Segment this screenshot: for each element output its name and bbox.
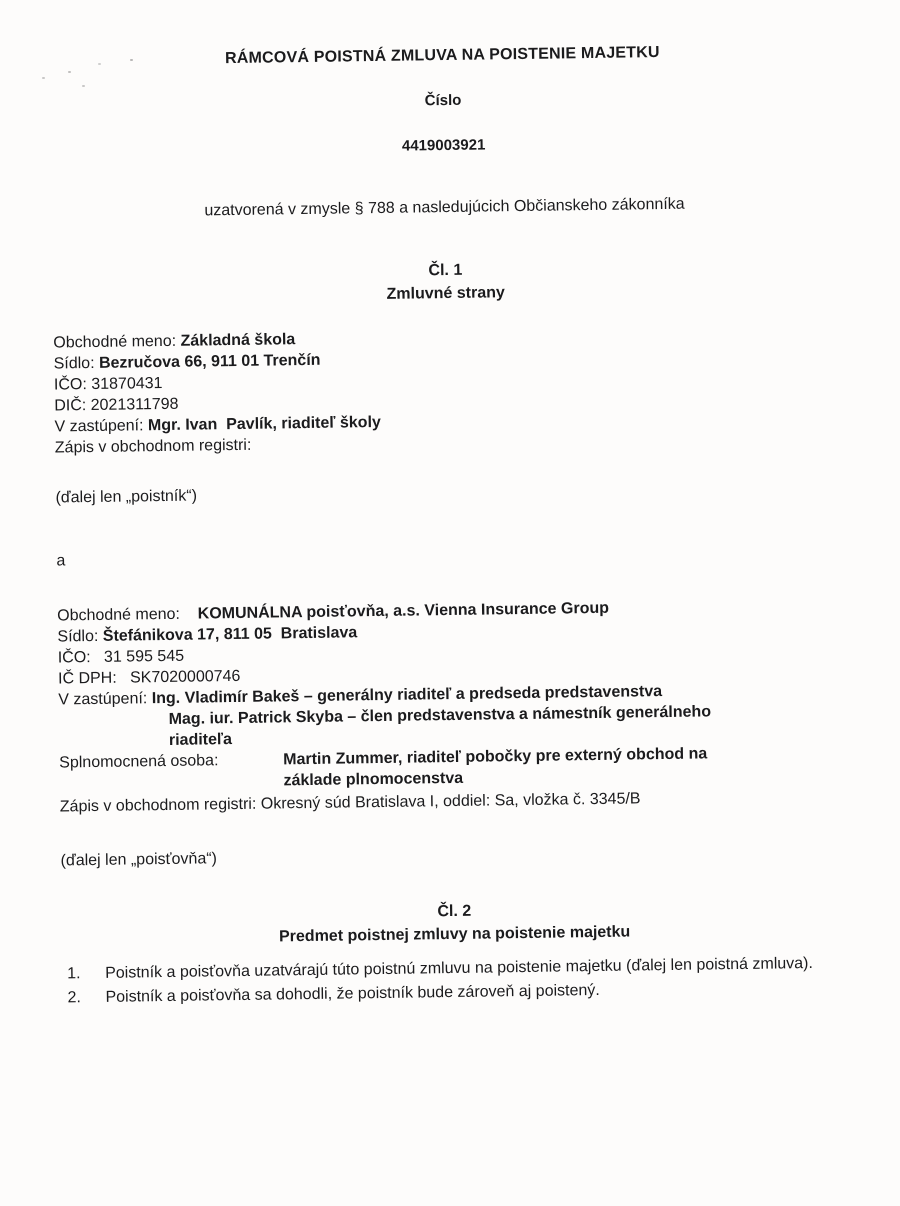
policyholder-seat-line: Sídlo: Bezručova 66, 911 01 Trenčín — [53, 351, 321, 373]
article-1-title: Zmluvné strany — [386, 284, 505, 303]
list-item: 2. Poistník a poisťovňa sa dohodli, že poistník bude zároveň aj poistený. — [67, 981, 600, 1007]
policyholder-register: Zápis v obchodnom registri: — [54, 436, 252, 457]
article-1-number: Čl. 1 — [428, 261, 463, 280]
article-2-title: Predmet poistnej zmluvy na poistenie majetku — [278, 923, 631, 946]
policyholder-name-line: Obchodné meno: Základná škola — [53, 331, 296, 352]
legal-basis: uzatvorená v zmysle § 788 a nasledujúcich Občianskeho zákonníka — [204, 195, 685, 220]
insurer-representative-2: Mag. iur. Patrick Skyba – člen predstavenstva a námestník generálneho — [168, 703, 712, 728]
policyholder-ico: IČO: 31870431 — [53, 374, 163, 394]
insurer-proxy: Martin Zummer, riaditeľ pobočky pre externý obchod na — [283, 745, 708, 769]
article-2-list — [67, 952, 848, 1011]
insurer-register: Zápis v obchodnom registri: Okresný súd Bratislava I, oddiel: Sa, vložka č. 3345/B — [59, 790, 641, 816]
insurer-proxy-line: Splnomocnená osoba: Martin Zummer, riaditeľ pobočky pre externý obchod na — [59, 745, 708, 772]
insurer-proxy-cont: základe plnomocenstva — [283, 769, 464, 790]
policyholder-rep-line: V zastúpení: Mgr. Ivan Pavlík, riaditeľ školy — [54, 413, 381, 436]
insurer-representative-2-cont: riaditeľa — [168, 731, 233, 749]
insurer-seat-line: Sídlo: Štefánikova 17, 811 05 Bratislava — [57, 624, 358, 646]
insurer-representative-1: Ing. Vladimír Bakeš – generálny riaditeľ a predseda predstavenstva — [151, 683, 663, 708]
policyholder-representative: Mgr. Ivan Pavlík, riaditeľ školy — [147, 413, 381, 435]
number-label: Číslo — [424, 91, 462, 110]
policyholder-block — [53, 328, 381, 459]
policyholder-name: Základná škola — [180, 331, 296, 350]
article-2-number: Čl. 2 — [437, 902, 472, 921]
insurer-seat: Štefánikova 17, 811 05 Bratislava — [102, 624, 358, 645]
list-item: 1. Poistník a poisťovňa uzatvárajú túto poistnú zmluvu na poistenie majetku (ďalej len poistná zmluva). — [67, 954, 813, 983]
policyholder-hereinafter: (ďalej len „poistník“) — [55, 487, 198, 507]
conjunction: a — [56, 552, 66, 570]
insurer-hereinafter: (ďalej len „poisťovňa“) — [60, 850, 218, 870]
policyholder-seat: Bezručova 66, 911 01 Trenčín — [98, 351, 321, 372]
contract-title: RÁMCOVÁ POISTNÁ ZMLUVA NA POISTENIE MAJETKU — [224, 44, 660, 68]
policyholder-dic: DIČ: 2021311798 — [54, 395, 179, 415]
insurer-icdph: IČ DPH: SK7020000746 — [57, 667, 241, 688]
insurer-name-line: Obchodné meno: KOMUNÁLNA poisťovňa, a.s. Vienna Insurance Group — [57, 599, 610, 625]
insurer-ico: IČO: 31 595 545 — [57, 647, 185, 667]
insurer-rep-line: V zastúpení: Ing. Vladimír Bakeš – generálny riaditeľ a predseda predstavenstva — [58, 683, 663, 709]
insurer-name: KOMUNÁLNA poisťovňa, a.s. Vienna Insurance Group — [197, 599, 610, 623]
insurer-block — [57, 596, 712, 817]
contract-number: 4419003921 — [401, 136, 486, 155]
